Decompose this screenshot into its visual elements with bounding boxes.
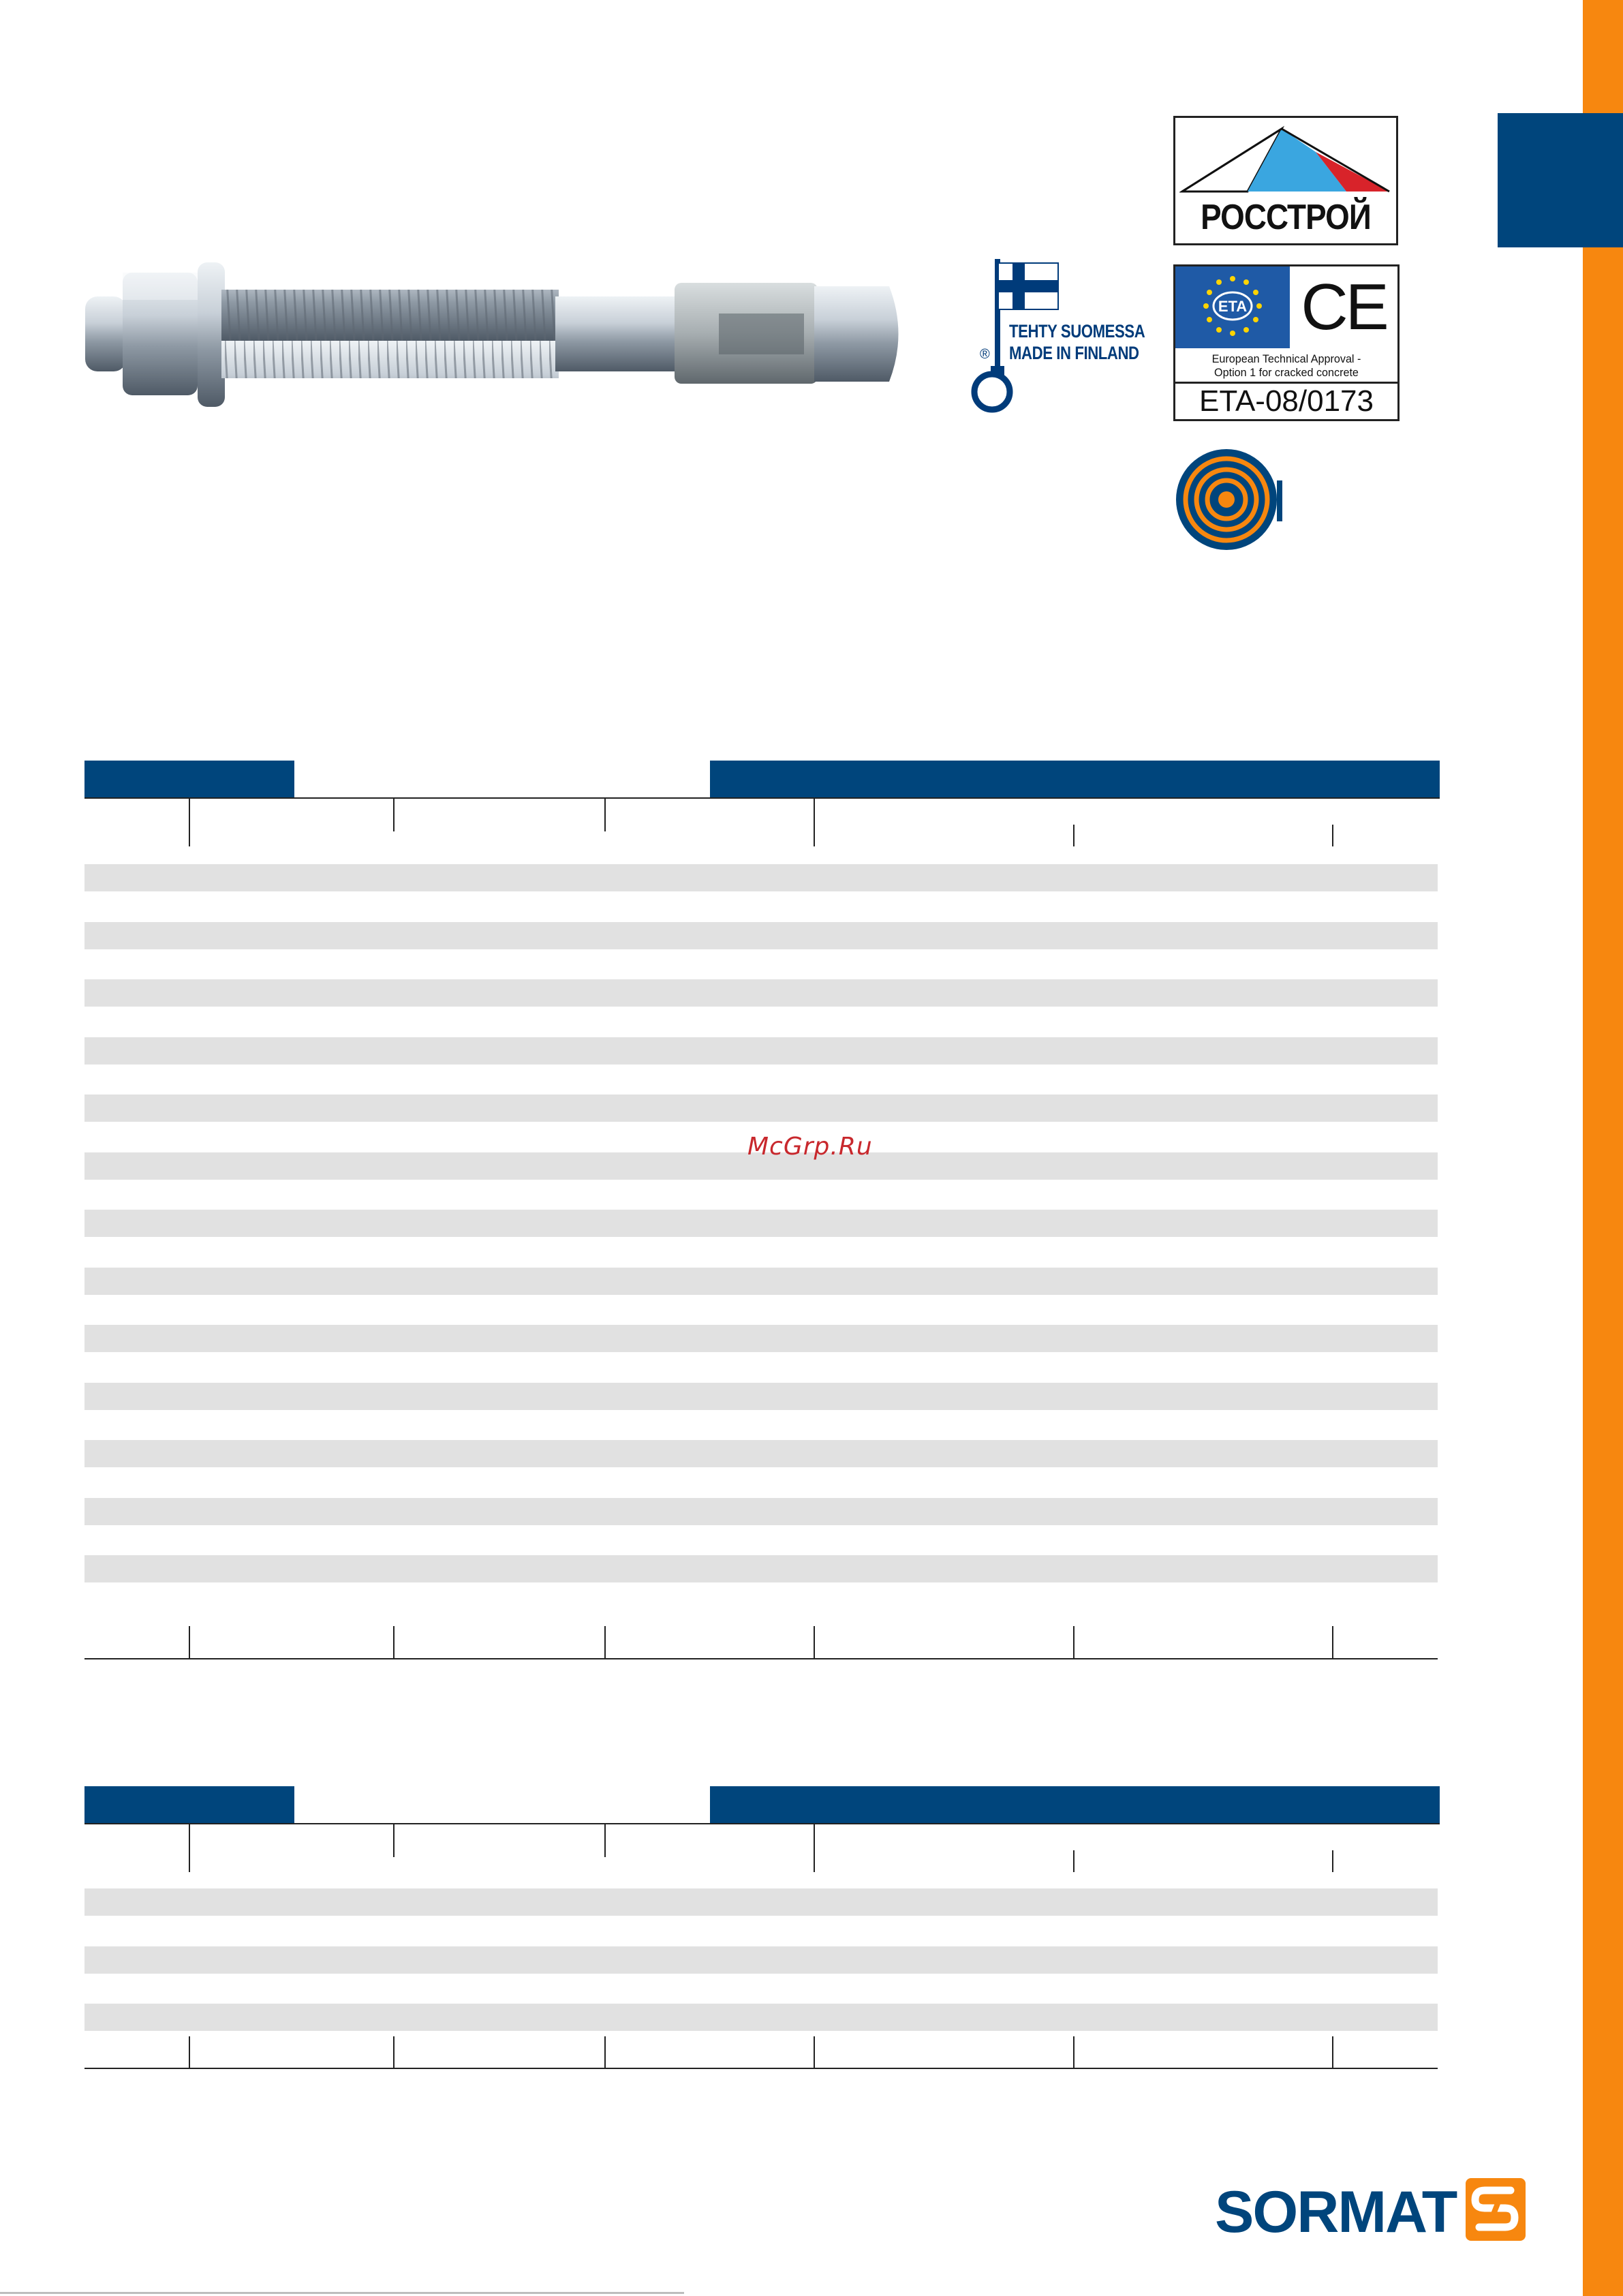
- wedge-anchor-image: [82, 245, 910, 423]
- table-1-header-bar-right: [710, 761, 1440, 797]
- eta-number: ETA-08/0173: [1175, 382, 1397, 419]
- table-1-col-sep: [1073, 825, 1075, 846]
- table-1-col-sep: [1332, 825, 1333, 846]
- made-in-finland-text-fi: TEHTY SUOMESSA: [1009, 321, 1145, 341]
- finland-flag-icon: [998, 262, 1059, 310]
- table-row: [84, 1555, 1438, 1582]
- table-1-col-sep: [604, 797, 606, 831]
- table-2-col-sep: [1073, 1850, 1075, 1872]
- table-2-header-bar-left: [84, 1786, 294, 1823]
- table-1-footer-sep: [814, 1626, 815, 1659]
- sormat-wordmark: SORMAT: [1215, 2179, 1457, 2245]
- table-2-bottom-rule: [84, 2068, 1438, 2069]
- table-row: [84, 922, 1438, 949]
- table-row: [84, 864, 1438, 891]
- table-1-col-sep: [393, 797, 395, 831]
- made-in-finland-text-en: MADE IN FINLAND: [1009, 343, 1139, 363]
- table-2-col-sep: [604, 1823, 606, 1857]
- table-row: [84, 1383, 1438, 1410]
- table-1-footer-sep: [1332, 1626, 1333, 1659]
- page-bottom-rule: [0, 2292, 684, 2294]
- eta-caption: [1184, 352, 1389, 380]
- table-row: [84, 2004, 1438, 2031]
- table-2-footer-sep: [1073, 2036, 1075, 2069]
- table-row: [84, 1037, 1438, 1065]
- table-2-footer-sep: [1332, 2036, 1333, 2069]
- table-row: [84, 1440, 1438, 1467]
- table-1-col-sep: [189, 797, 190, 846]
- ce-mark: [1290, 266, 1397, 348]
- table-1-col-sep: [814, 797, 815, 846]
- table-row: [84, 1268, 1438, 1295]
- table-row: [84, 1888, 1438, 1916]
- rosstroy-label: РОССТРОЙ: [1201, 198, 1371, 237]
- table-1-footer-sep: [393, 1626, 395, 1659]
- cracked-concrete-target-icon: [1171, 446, 1286, 555]
- table-1-bottom-rule: [84, 1658, 1438, 1659]
- table-row: [84, 1095, 1438, 1122]
- table-2-col-sep: [393, 1823, 395, 1857]
- table-row: [84, 1210, 1438, 1237]
- table-1-header-rule: [84, 797, 1440, 799]
- rosstroy-roof-icon: [1179, 125, 1392, 193]
- table-1-footer-sep: [1073, 1626, 1075, 1659]
- table-2-footer-sep: [393, 2036, 395, 2069]
- eta-caption-line-1: European Technical Approval -: [1211, 352, 1361, 365]
- table-2-col-sep: [814, 1823, 815, 1872]
- table-row: [84, 979, 1438, 1007]
- eta-caption-line-2: Option 1 for cracked concrete: [1214, 366, 1359, 379]
- table-row: [84, 1946, 1438, 1974]
- eta-logo-text: ETA: [1218, 298, 1248, 315]
- rosstroy-certificate-badge: [1173, 116, 1398, 245]
- table-2-footer-sep: [814, 2036, 815, 2069]
- table-1-header-bar-left: [84, 761, 294, 797]
- eta-logo: [1175, 266, 1290, 348]
- table-row: [84, 1498, 1438, 1525]
- table-2-header-bar-right: [710, 1786, 1440, 1823]
- eta-approval-badge: [1173, 264, 1400, 421]
- table-2-footer-sep: [189, 2036, 190, 2069]
- sormat-s-badge-icon: [1466, 2178, 1526, 2241]
- side-accent-bar: [1583, 0, 1623, 2296]
- sormat-logo: [1215, 2178, 1528, 2246]
- table-row: [84, 1325, 1438, 1352]
- table-1-footer-sep: [189, 1626, 190, 1659]
- table-2-col-sep: [1332, 1850, 1333, 1872]
- ce-mark-text: CE: [1301, 271, 1387, 343]
- registered-mark: ®: [980, 347, 990, 362]
- table-2-col-sep: [189, 1823, 190, 1872]
- watermark: McGrp.Ru: [747, 1133, 873, 1161]
- made-in-finland-badge: [968, 256, 1145, 416]
- table-2-header-rule: [84, 1823, 1440, 1824]
- table-1-footer-sep: [604, 1626, 606, 1659]
- table-2-footer-sep: [604, 2036, 606, 2069]
- section-tab: [1498, 113, 1623, 247]
